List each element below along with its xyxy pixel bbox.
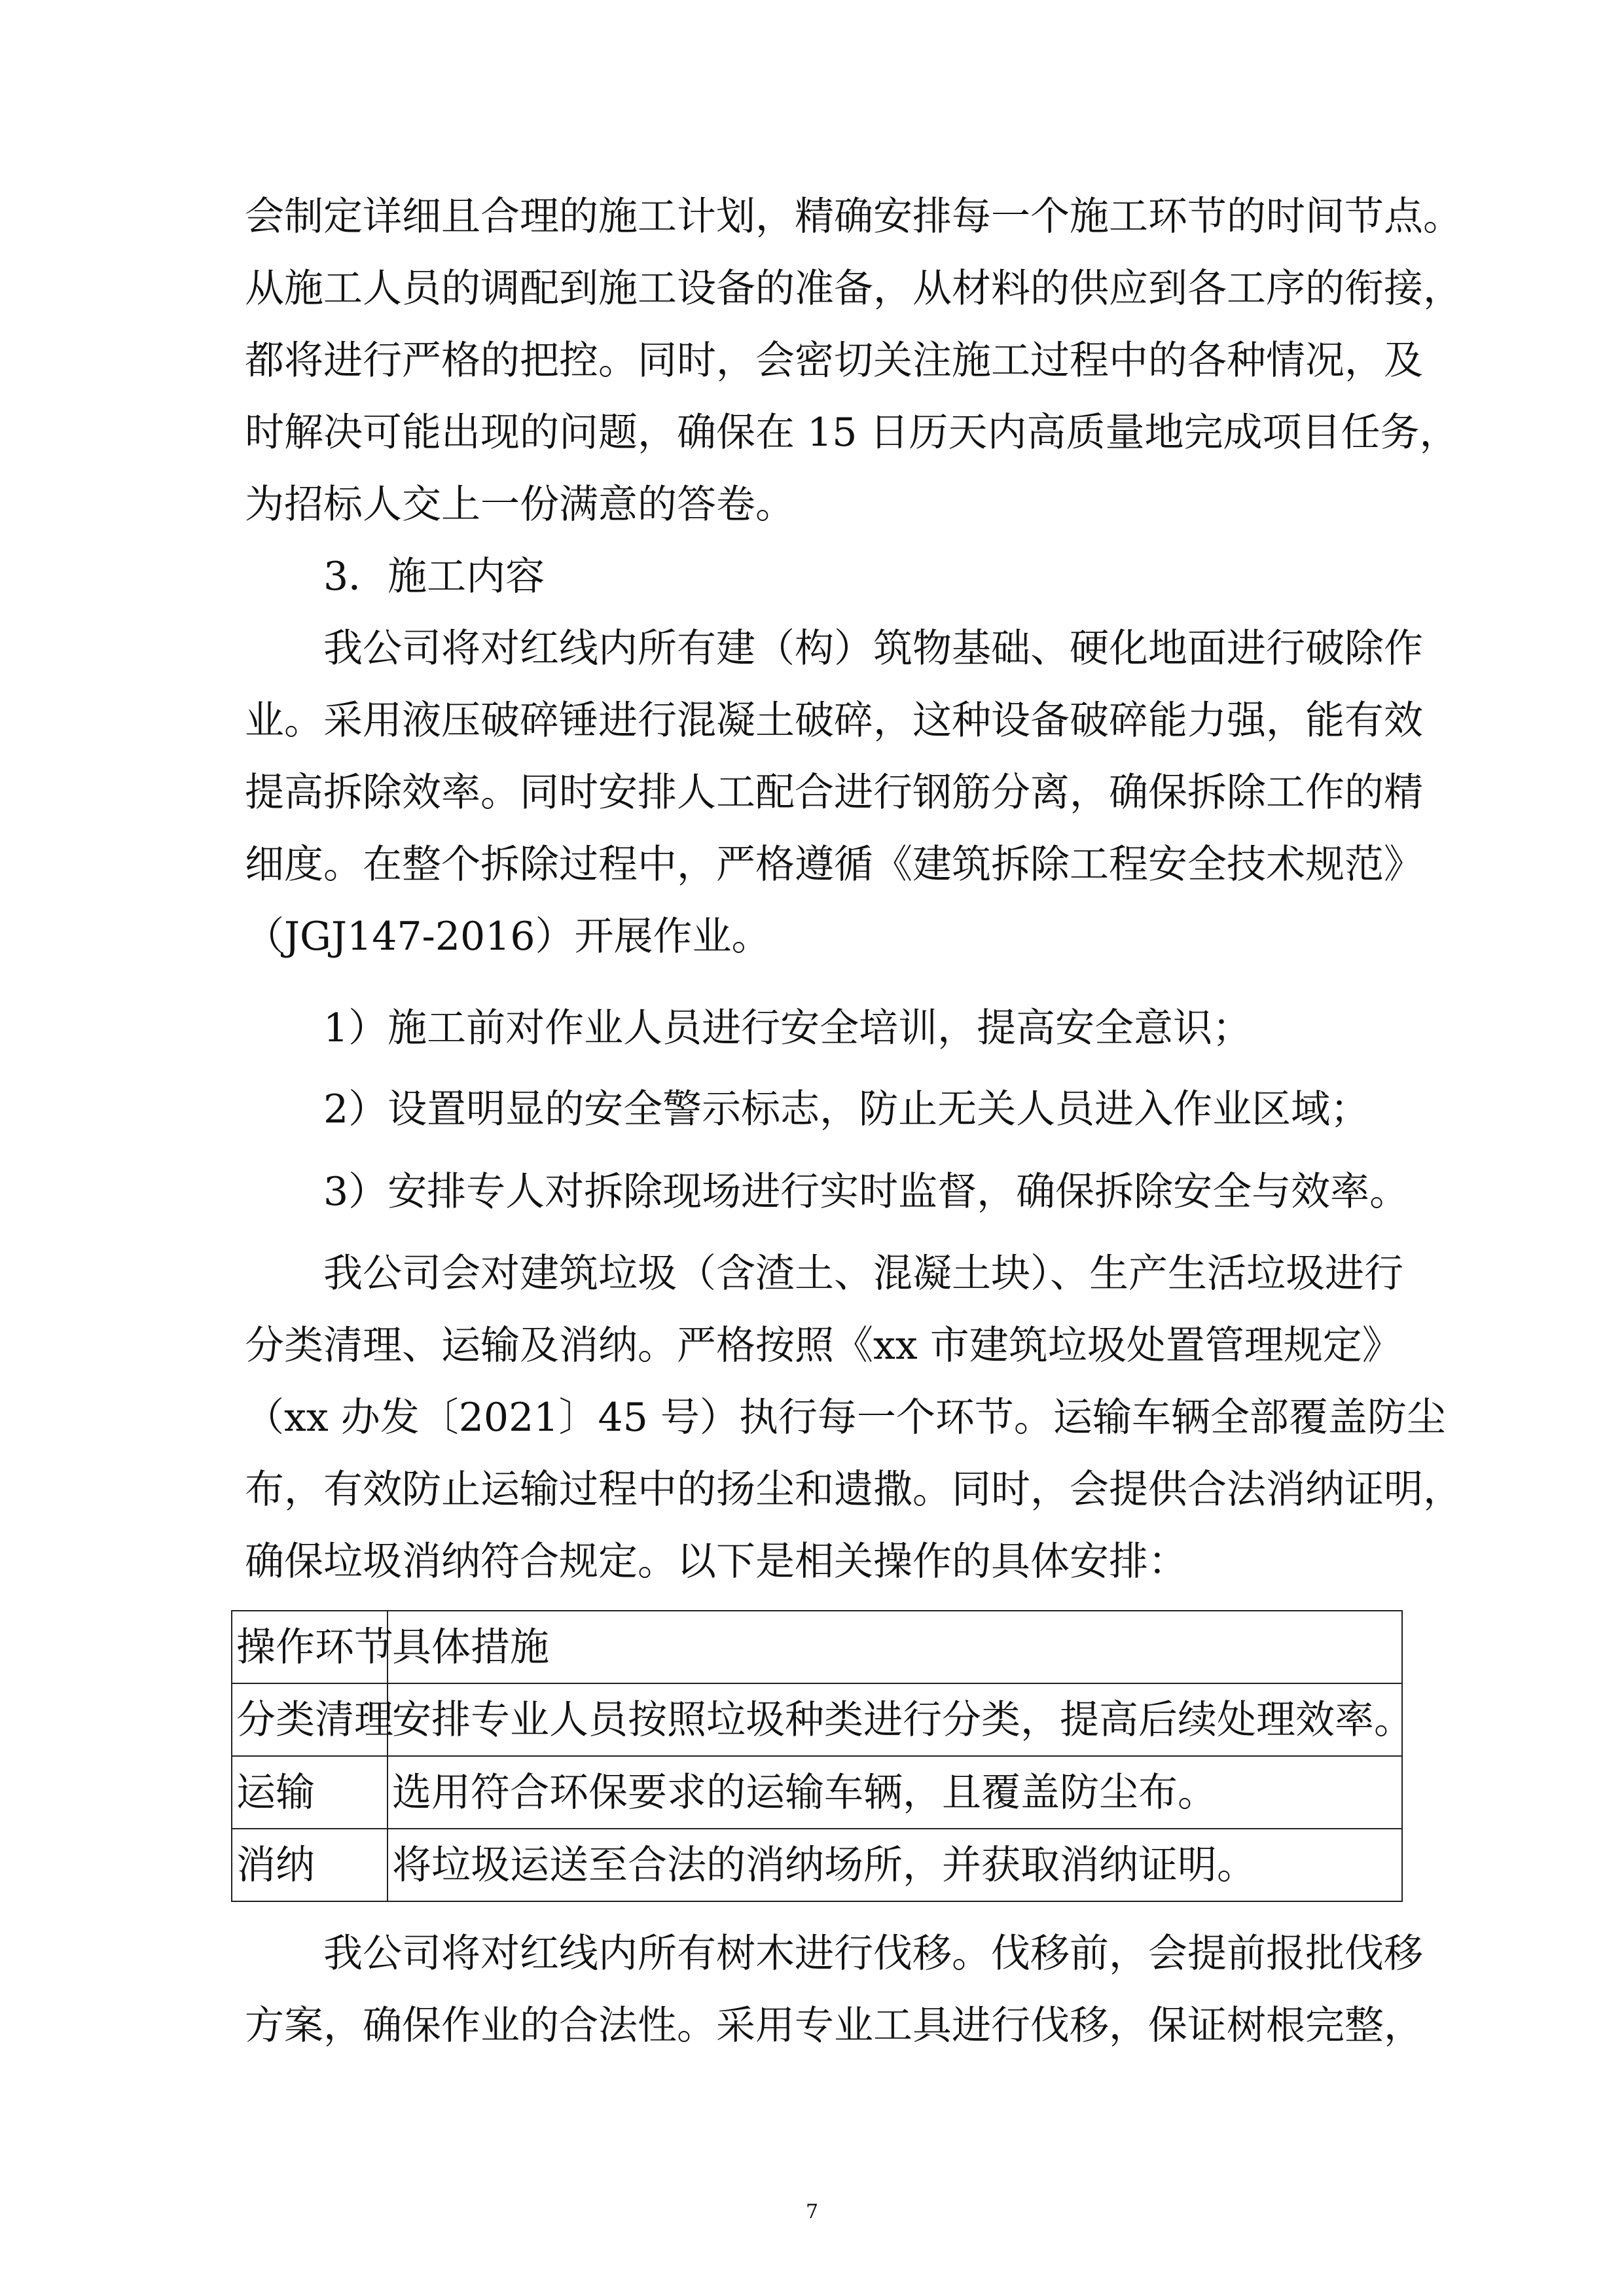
table-row [232,1756,1402,1829]
table-cell: 运输 [232,1756,388,1829]
paragraph-4-line: 方案，确保作业的合法性。采用专业工具进行伐移，保证树根完整， [245,2003,1423,2049]
measure-item: 2）设置明显的安全警示标志，防止无关人员进入作业区域； [323,1086,1370,1132]
paragraph-3-line: （xx 办发〔2021〕45 号）执行每一个环节。运输车辆全部覆盖防尘 [245,1395,1446,1441]
paragraph-3-line: 确保垃圾消纳符合规定。以下是相关操作的具体安排： [245,1539,1187,1585]
section-heading: 3．施工内容 [323,554,545,600]
table-header-cell: 操作环节 [232,1611,388,1683]
measure-item: 3）安排专人对拆除现场进行实时监督，确保拆除安全与效率。 [323,1169,1409,1215]
paragraph-1-line: 从施工人员的调配到施工设备的准备，从材料的供应到各工序的衔接， [245,266,1462,312]
table-cell: 分类清理 [232,1683,388,1756]
table-header-row [232,1611,1402,1683]
table-row [232,1683,1402,1756]
table-cell: 选用符合环保要求的运输车辆，且覆盖防尘布。 [388,1756,1402,1829]
measure-item: 1）施工前对作业人员进行安全培训，提高安全意识； [323,1005,1252,1051]
paragraph-2-line: 细度。在整个拆除过程中，严格遵循《建筑拆除工程安全技术规范》 [245,842,1423,888]
paragraph-2-line: 业。采用液压破碎锤进行混凝土破碎，这种设备破碎能力强，能有效 [245,698,1423,744]
table-cell: 将垃圾运送至合法的消纳场所，并获取消纳证明。 [388,1829,1402,1901]
paragraph-3-line: 分类清理、运输及消纳。严格按照《xx 市建筑垃圾处置管理规定》 [245,1323,1401,1369]
paragraph-2-line: 提高拆除效率。同时安排人工配合进行钢筋分离，确保拆除工作的精 [245,770,1423,816]
paragraph-1-line: 为招标人交上一份满意的答卷。 [245,482,795,528]
operations-table [231,1610,1413,1902]
paragraph-2-line: 我公司将对红线内所有建（构）筑物基础、硬化地面进行破除作 [323,626,1423,672]
page-number: 7 [805,2200,819,2223]
paragraph-1-line: 会制定详细且合理的施工计划，精确安排每一个施工环节的时间节点。 [245,194,1462,240]
paragraph-3-line: 布，有效防止运输过程中的扬尘和遗撒。同时，会提供合法消纳证明， [245,1467,1462,1513]
paragraph-1-line: 都将进行严格的把控。同时，会密切关注施工过程中的各种情况，及 [245,338,1423,384]
paragraph-2-line: （JGJ147-2016）开展作业。 [245,914,771,960]
table-row [232,1829,1402,1901]
table-cell: 安排专业人员按照垃圾种类进行分类，提高后续处理效率。 [388,1683,1402,1756]
paragraph-3-line: 我公司会对建筑垃圾（含渣土、混凝土块）、生产生活垃圾进行 [323,1251,1403,1297]
table-cell: 消纳 [232,1829,388,1901]
paragraph-1-line: 时解决可能出现的问题，确保在 15 日历天内高质量地完成项目任务， [245,410,1459,456]
paragraph-4-line: 我公司将对红线内所有树木进行伐移。伐移前，会提前报批伐移 [323,1931,1423,1977]
table-header-cell: 具体措施 [388,1611,1402,1683]
